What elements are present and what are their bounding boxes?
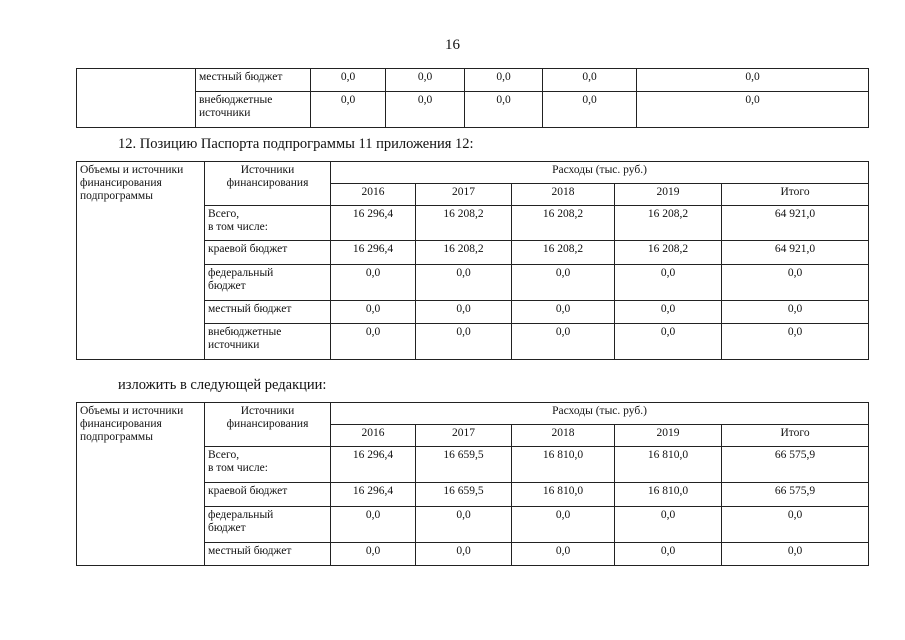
value-cell: 66 575,9 bbox=[722, 447, 869, 483]
row-label: внебюджетные источники bbox=[196, 92, 311, 128]
year-header: 2017 bbox=[416, 425, 512, 447]
value-cell: 16 296,4 bbox=[331, 447, 416, 483]
value-cell: 16 296,4 bbox=[331, 483, 416, 507]
value-cell: 0,0 bbox=[386, 69, 465, 92]
expenses-header: Расходы (тыс. руб.) bbox=[331, 162, 869, 184]
value-cell: 0,0 bbox=[722, 301, 869, 324]
total-header: Итого bbox=[722, 184, 869, 206]
value-cell: 0,0 bbox=[637, 92, 869, 128]
value-cell: 16 659,5 bbox=[416, 483, 512, 507]
value-cell: 0,0 bbox=[543, 69, 637, 92]
value-cell: 16 208,2 bbox=[512, 206, 615, 241]
value-cell: 0,0 bbox=[637, 69, 869, 92]
top-fragment-table bbox=[76, 68, 869, 128]
table-row bbox=[77, 162, 869, 184]
value-cell: 0,0 bbox=[615, 301, 722, 324]
table-row bbox=[77, 403, 869, 425]
value-cell: 0,0 bbox=[615, 324, 722, 360]
row-label: федеральный бюджет bbox=[205, 507, 331, 543]
value-cell: 64 921,0 bbox=[722, 241, 869, 265]
row-label: местный бюджет bbox=[205, 301, 331, 324]
row-label: внебюджетные источники bbox=[205, 324, 331, 360]
year-header: 2019 bbox=[615, 425, 722, 447]
expenses-header: Расходы (тыс. руб.) bbox=[331, 403, 869, 425]
row-label: Всего, в том числе: bbox=[205, 206, 331, 241]
row-label: местный бюджет bbox=[205, 543, 331, 566]
value-cell: 0,0 bbox=[512, 324, 615, 360]
value-cell: 0,0 bbox=[615, 507, 722, 543]
value-cell: 16 296,4 bbox=[331, 241, 416, 265]
value-cell: 0,0 bbox=[331, 507, 416, 543]
value-cell: 0,0 bbox=[416, 507, 512, 543]
value-cell: 0,0 bbox=[512, 543, 615, 566]
value-cell: 66 575,9 bbox=[722, 483, 869, 507]
row-label: федеральный бюджет bbox=[205, 265, 331, 301]
instruction-text: 12. Позицию Паспорта подпрограммы 11 приложения 12: bbox=[118, 136, 474, 152]
value-cell: 0,0 bbox=[465, 92, 543, 128]
row-label: местный бюджет bbox=[196, 69, 311, 92]
value-cell: 0,0 bbox=[722, 507, 869, 543]
value-cell: 0,0 bbox=[722, 265, 869, 301]
row-label: краевой бюджет bbox=[205, 241, 331, 265]
financing-table-old bbox=[76, 161, 869, 360]
value-cell: 0,0 bbox=[416, 265, 512, 301]
value-cell: 0,0 bbox=[311, 69, 386, 92]
value-cell: 0,0 bbox=[416, 301, 512, 324]
value-cell: 0,0 bbox=[722, 324, 869, 360]
row-label: краевой бюджет bbox=[205, 483, 331, 507]
value-cell: 0,0 bbox=[465, 69, 543, 92]
year-header: 2017 bbox=[416, 184, 512, 206]
value-cell: 0,0 bbox=[722, 543, 869, 566]
value-cell: 0,0 bbox=[331, 324, 416, 360]
value-cell: 16 208,2 bbox=[615, 241, 722, 265]
table-row bbox=[77, 92, 869, 128]
value-cell: 64 921,0 bbox=[722, 206, 869, 241]
value-cell: 16 810,0 bbox=[512, 447, 615, 483]
value-cell: 0,0 bbox=[512, 265, 615, 301]
financing-table-new bbox=[76, 402, 869, 566]
sources-header: Источники финансирования bbox=[205, 403, 331, 447]
value-cell: 16 810,0 bbox=[615, 447, 722, 483]
value-cell: 0,0 bbox=[615, 265, 722, 301]
value-cell: 0,0 bbox=[331, 543, 416, 566]
value-cell: 16 208,2 bbox=[416, 241, 512, 265]
value-cell: 0,0 bbox=[543, 92, 637, 128]
empty-cell bbox=[77, 69, 196, 128]
total-header: Итого bbox=[722, 425, 869, 447]
year-header: 2016 bbox=[331, 425, 416, 447]
year-header: 2018 bbox=[512, 184, 615, 206]
value-cell: 0,0 bbox=[331, 265, 416, 301]
value-cell: 16 208,2 bbox=[615, 206, 722, 241]
value-cell: 0,0 bbox=[615, 543, 722, 566]
value-cell: 16 296,4 bbox=[331, 206, 416, 241]
value-cell: 16 810,0 bbox=[615, 483, 722, 507]
value-cell: 16 810,0 bbox=[512, 483, 615, 507]
value-cell: 0,0 bbox=[386, 92, 465, 128]
section-label: Объемы и источники финансирования подпрограммы bbox=[77, 162, 205, 360]
table-row bbox=[77, 69, 869, 92]
sources-header: Источники финансирования bbox=[205, 162, 331, 206]
value-cell: 0,0 bbox=[512, 507, 615, 543]
year-header: 2019 bbox=[615, 184, 722, 206]
page-number: 16 bbox=[445, 37, 460, 53]
value-cell: 0,0 bbox=[331, 301, 416, 324]
value-cell: 0,0 bbox=[512, 301, 615, 324]
value-cell: 0,0 bbox=[416, 324, 512, 360]
section-label: Объемы и источники финансирования подпрограммы bbox=[77, 403, 205, 566]
year-header: 2016 bbox=[331, 184, 416, 206]
instruction-text: изложить в следующей редакции: bbox=[118, 377, 327, 393]
value-cell: 16 659,5 bbox=[416, 447, 512, 483]
year-header: 2018 bbox=[512, 425, 615, 447]
value-cell: 16 208,2 bbox=[512, 241, 615, 265]
row-label: Всего, в том числе: bbox=[205, 447, 331, 483]
value-cell: 0,0 bbox=[311, 92, 386, 128]
value-cell: 16 208,2 bbox=[416, 206, 512, 241]
value-cell: 0,0 bbox=[416, 543, 512, 566]
